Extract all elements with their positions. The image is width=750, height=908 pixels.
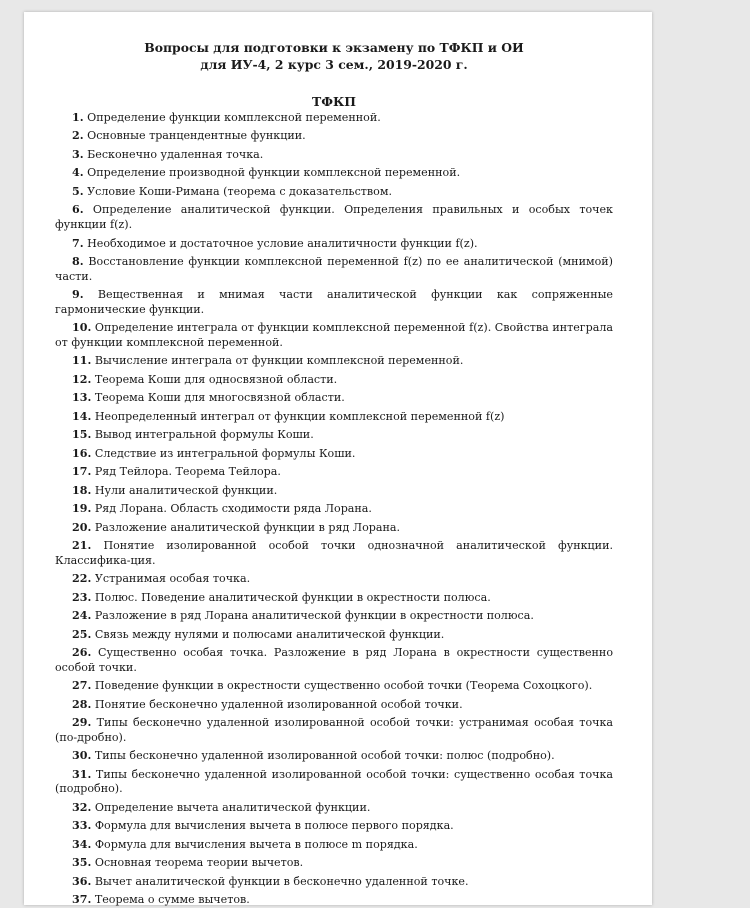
question-text: Определение вычета аналитической функции. (94, 800, 371, 814)
question-item (55, 166, 613, 181)
question-text: Необходимое и достаточное условие аналитичности функции f(z). (87, 236, 478, 250)
question-item (55, 591, 613, 606)
question-item (55, 838, 613, 853)
question-number: 14. (72, 409, 92, 423)
question-number: 21. (72, 539, 92, 553)
question-item (55, 893, 613, 908)
question-item (55, 749, 613, 764)
question-text: Нули аналитической функции. (94, 483, 278, 497)
document-header (55, 39, 613, 73)
question-text: Полюс. Поведение аналитической функции в окрестности полюса. (94, 590, 491, 604)
question-text: Вычисление интеграла от функции комплексной переменной. (94, 354, 464, 368)
question-number: 24. (72, 609, 92, 623)
question-text: Теорема Коши для многосвязной области. (94, 391, 345, 405)
question-text: Основная теорема теории вычетов. (94, 856, 304, 870)
question-number: 16. (72, 446, 92, 460)
question-item (55, 768, 613, 797)
question-number: 30. (72, 749, 92, 763)
document-title: Вопросы для подготовки к экзамену по ТФКП и ОИ (144, 40, 524, 55)
question-text: Определение аналитической функции. Определения правильных и особых точек функции f(z). (55, 203, 613, 232)
question-item (55, 521, 613, 536)
question-number: 13. (72, 391, 92, 405)
question-text: Восстановление функции комплексной переменной f(z) по ее аналитической (мнимой) части. (55, 254, 614, 283)
question-number: 31. (72, 767, 92, 781)
question-number: 4. (72, 166, 84, 180)
question-text: Теорема о сумме вычетов. (94, 893, 250, 907)
document-page (24, 12, 652, 905)
question-text: Неопределенный интеграл от функции комплексной переменной f(z) (94, 409, 505, 423)
question-text: Вещественная и мнимая части аналитической функции как сопряженные гармонические функции. (55, 288, 613, 316)
question-item (55, 801, 613, 816)
question-number: 22. (72, 572, 92, 586)
question-text: Следствие из интегральной формулы Коши. (94, 446, 356, 460)
question-text: Вычет аналитической функции в бесконечно удаленной точке. (94, 874, 469, 888)
question-item (55, 391, 613, 406)
question-text: Типы бесконечно удаленной изолированной особой точки: устранимая особая точка (по-дробно). (55, 716, 614, 744)
question-text: Определение производной функции комплексной переменной. (87, 166, 461, 180)
question-text: Разложение аналитической функции в ряд Лорана. (94, 520, 400, 534)
question-item (55, 410, 613, 425)
question-item (55, 572, 613, 587)
question-number: 28. (72, 697, 92, 711)
question-text: Существенно особая точка. Разложение в ряд Лорана в окрестности существенно особой точки. (55, 646, 613, 674)
question-text: Бесконечно удаленная точка. (87, 147, 264, 161)
question-number: 37. (72, 893, 92, 907)
document-subtitle: для ИУ-4, 2 курс 3 сем., 2019-2020 г. (200, 57, 468, 72)
question-item (55, 203, 613, 232)
question-number: 17. (72, 465, 92, 479)
question-item (55, 716, 613, 745)
question-text: Разложение в ряд Лорана аналитической функции в окрестности полюса. (94, 609, 534, 623)
question-number: 19. (72, 502, 92, 516)
question-item (55, 465, 613, 480)
question-list (55, 111, 613, 908)
question-text: Теорема Коши для односвязной области. (94, 372, 338, 386)
question-number: 25. (72, 627, 92, 641)
question-item (55, 819, 613, 834)
question-item (55, 698, 613, 713)
question-text: Вывод интегральной формулы Коши. (94, 428, 314, 442)
question-text: Формула для вычисления вычета в полюсе m порядка. (94, 837, 418, 851)
question-item (55, 484, 613, 499)
question-number: 6. (72, 203, 84, 217)
question-item (55, 447, 613, 462)
question-number: 26. (72, 646, 92, 660)
question-text: Типы бесконечно удаленной изолированной особой точки: полюс (подробно). (94, 749, 555, 763)
question-number: 35. (72, 856, 92, 870)
question-number: 20. (72, 520, 92, 534)
question-number: 15. (72, 428, 92, 442)
question-text: Устранимая особая точка. (94, 572, 251, 586)
question-item (55, 628, 613, 643)
question-item (55, 111, 613, 126)
question-number: 23. (72, 590, 92, 604)
question-item (55, 609, 613, 624)
question-text: Определение интеграла от функции комплексной переменной f(z). Свойства интеграла от функции комплексной переменной. (55, 321, 614, 349)
question-text: Понятие бесконечно удаленной изолированной особой точки. (94, 697, 463, 711)
section-title: ТФКП (312, 94, 356, 109)
question-number: 36. (72, 874, 92, 888)
question-number: 8. (72, 254, 84, 268)
question-number: 5. (72, 184, 84, 198)
question-number: 10. (72, 321, 92, 335)
question-number: 27. (72, 679, 92, 693)
question-text: Условие Коши-Римана (теорема с доказательством. (87, 184, 392, 198)
question-text: Определение функции комплексной переменной. (87, 111, 381, 124)
question-item (55, 354, 613, 369)
question-item (55, 373, 613, 388)
question-item (55, 428, 613, 443)
question-item (55, 856, 613, 871)
question-item (55, 321, 613, 350)
question-number: 2. (72, 129, 84, 143)
question-number: 7. (72, 236, 84, 250)
question-item (55, 646, 613, 675)
question-item (55, 875, 613, 890)
question-text: Ряд Тейлора. Теорема Тейлора. (94, 465, 281, 479)
question-text: Формула для вычисления вычета в полюсе первого порядка. (94, 819, 454, 833)
question-item (55, 502, 613, 517)
question-item (55, 679, 613, 694)
question-number: 33. (72, 819, 92, 833)
question-item (55, 237, 613, 252)
question-number: 34. (72, 837, 92, 851)
question-text: Понятие изолированной особой точки однозначной аналитической функции. Классифика-ция. (55, 539, 613, 567)
question-text: Основные транцендентные функции. (87, 129, 306, 143)
question-item (55, 148, 613, 163)
question-text: Типы бесконечно удаленной изолированной особой точки: существенно особая точка (подробно). (55, 767, 614, 796)
question-text: Связь между нулями и полюсами аналитической функции. (94, 627, 445, 641)
question-number: 11. (72, 354, 92, 368)
question-item (55, 255, 613, 284)
question-item (55, 539, 613, 568)
question-item (55, 185, 613, 200)
question-number: 29. (72, 716, 92, 730)
question-number: 32. (72, 800, 92, 814)
question-number: 3. (72, 147, 84, 161)
question-number: 1. (72, 111, 84, 124)
question-number: 18. (72, 483, 92, 497)
question-text: Поведение функции в окрестности существенно особой точки (Теорема Сохоцкого). (94, 679, 593, 693)
question-text: Ряд Лорана. Область сходимости ряда Лорана. (94, 502, 372, 516)
question-number: 12. (72, 372, 92, 386)
question-item (55, 129, 613, 144)
question-number: 9. (72, 288, 84, 302)
question-item (55, 288, 613, 317)
